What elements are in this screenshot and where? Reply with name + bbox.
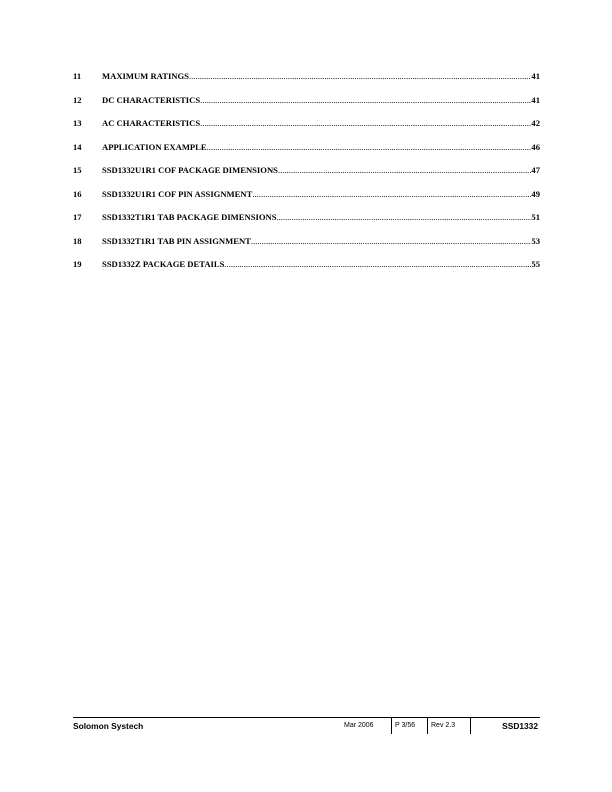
footer-revision: Rev 2.3 xyxy=(427,718,471,734)
toc-dot-leader xyxy=(277,212,532,222)
toc-entry-number: 14 xyxy=(73,141,82,152)
footer-page-number: P 3/56 xyxy=(391,718,427,734)
toc-entry-number: 12 xyxy=(73,94,82,105)
toc-entry-title[interactable]: SSD1332Z PACKAGE DETAILS xyxy=(102,259,225,269)
table-of-contents xyxy=(73,71,540,283)
footer-date: Mar 2006 xyxy=(344,722,374,729)
toc-entry-16[interactable] xyxy=(73,189,540,213)
toc-dot-leader xyxy=(252,189,531,199)
toc-dot-leader xyxy=(207,142,532,152)
toc-entry-number: 11 xyxy=(73,71,82,81)
toc-entry-page[interactable]: 42 xyxy=(531,118,540,128)
toc-entry-number: 13 xyxy=(73,118,82,128)
toc-dot-leader xyxy=(278,165,531,175)
toc-entry-page[interactable]: 53 xyxy=(531,235,540,246)
toc-entry-title[interactable]: SSD1332T1R1 TAB PACKAGE DIMENSIONS xyxy=(102,212,277,222)
toc-entry-number: 19 xyxy=(73,259,82,269)
toc-entry-title[interactable]: APPLICATION EXAMPLE xyxy=(102,141,207,152)
toc-entry-19[interactable] xyxy=(73,259,540,283)
page-footer xyxy=(73,717,540,734)
toc-entry-18[interactable] xyxy=(73,236,540,260)
toc-entry-page[interactable]: 55 xyxy=(531,259,540,269)
toc-dot-leader xyxy=(251,236,531,246)
toc-dot-leader xyxy=(200,118,531,128)
toc-entry-title[interactable]: SSD1332U1R1 COF PACKAGE DIMENSIONS xyxy=(102,165,278,175)
toc-dot-leader xyxy=(189,71,531,81)
toc-entry-title[interactable]: AC CHARACTERISTICS xyxy=(102,118,201,128)
toc-entry-number: 15 xyxy=(73,165,82,175)
toc-entry-page[interactable]: 49 xyxy=(531,188,540,199)
toc-entry-15[interactable] xyxy=(73,165,540,189)
toc-entry-number: 18 xyxy=(73,235,82,246)
toc-entry-17[interactable] xyxy=(73,212,540,236)
toc-entry-page[interactable]: 47 xyxy=(531,165,540,175)
toc-entry-number: 16 xyxy=(73,188,82,199)
toc-entry-page[interactable]: 41 xyxy=(531,71,540,81)
toc-entry-title[interactable]: SSD1332T1R1 TAB PIN ASSIGNMENT xyxy=(102,235,251,246)
toc-entry-title[interactable]: SSD1332U1R1 COF PIN ASSIGNMENT xyxy=(102,188,253,199)
toc-entry-13[interactable] xyxy=(73,118,540,142)
toc-dot-leader xyxy=(200,95,531,105)
toc-entry-number: 17 xyxy=(73,212,82,222)
toc-entry-page[interactable]: 41 xyxy=(531,94,540,105)
toc-entry-page[interactable]: 46 xyxy=(531,141,540,152)
footer-company: Solomon Systech xyxy=(73,721,144,731)
toc-dot-leader xyxy=(224,259,531,269)
toc-entry-title[interactable]: MAXIMUM RATINGS xyxy=(102,71,189,81)
toc-entry-12[interactable] xyxy=(73,95,540,119)
toc-entry-11[interactable] xyxy=(73,71,540,95)
footer-document-id: SSD1332 xyxy=(502,721,538,731)
toc-entry-page[interactable]: 51 xyxy=(531,212,540,222)
toc-entry-14[interactable] xyxy=(73,142,540,166)
toc-entry-title[interactable]: DC CHARACTERISTICS xyxy=(102,94,201,105)
